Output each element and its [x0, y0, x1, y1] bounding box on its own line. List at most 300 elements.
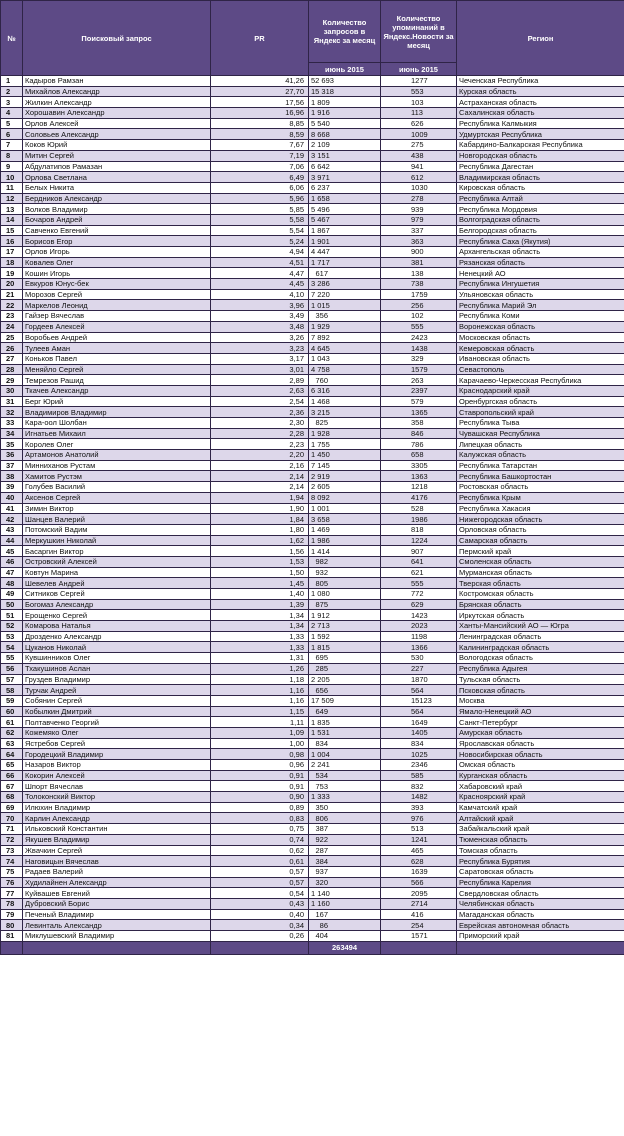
table-row [1, 866, 624, 877]
row-region: Республика Коми [457, 311, 624, 322]
row-news-mentions: 1241 [381, 834, 457, 845]
row-region: Смоленская область [457, 556, 624, 567]
row-number: 80 [1, 920, 23, 931]
row-search-query: Турчак Андрей [23, 685, 211, 696]
row-number: 51 [1, 610, 23, 621]
row-number: 19 [1, 268, 23, 279]
table-row [1, 674, 624, 685]
table-row [1, 610, 624, 621]
row-pr: 5,96 [211, 193, 309, 204]
row-region: Ставропольский край [457, 407, 624, 418]
row-number: 62 [1, 727, 23, 738]
row-number: 78 [1, 898, 23, 909]
row-pr: 8,85 [211, 118, 309, 129]
row-number: 18 [1, 257, 23, 268]
row-yandex-queries: 4 758 [309, 364, 381, 375]
row-region: Амурская область [457, 727, 624, 738]
row-number: 34 [1, 428, 23, 439]
row-pr: 1,80 [211, 524, 309, 535]
table-row [1, 685, 624, 696]
row-search-query: Кошин Игорь [23, 268, 211, 279]
row-yandex-queries: 1 929 [309, 321, 381, 332]
table-row [1, 492, 624, 503]
row-region: Севастополь [457, 364, 624, 375]
table-row [1, 214, 624, 225]
row-region: Брянская область [457, 599, 624, 610]
row-number: 4 [1, 108, 23, 119]
table-row [1, 514, 624, 525]
table-row [1, 108, 624, 119]
row-pr: 1,18 [211, 674, 309, 685]
table-row [1, 856, 624, 867]
row-search-query: Кобылкин Дмитрий [23, 706, 211, 717]
row-search-query: Маркелов Леонид [23, 300, 211, 311]
row-yandex-queries: 8 092 [309, 492, 381, 503]
row-region: Новосибирская область [457, 749, 624, 760]
row-number: 5 [1, 118, 23, 129]
row-yandex-queries: 5 496 [309, 204, 381, 215]
row-pr: 1,34 [211, 610, 309, 621]
row-number: 39 [1, 482, 23, 493]
row-news-mentions: 553 [381, 86, 457, 97]
table-row [1, 578, 624, 589]
header-search-query: Поисковый запрос [23, 1, 211, 76]
row-pr: 3,23 [211, 343, 309, 354]
row-number: 22 [1, 300, 23, 311]
row-search-query: Толоконский Виктор [23, 792, 211, 803]
row-pr: 1,33 [211, 631, 309, 642]
table-row [1, 813, 624, 824]
row-region: Кабардино-Балкарская Республика [457, 140, 624, 151]
row-region: Нижегородская область [457, 514, 624, 525]
row-news-mentions: 1009 [381, 129, 457, 140]
row-news-mentions: 1438 [381, 343, 457, 354]
row-pr: 41,26 [211, 76, 309, 87]
row-region: Ульяновская область [457, 289, 624, 300]
row-pr: 0,98 [211, 749, 309, 760]
row-search-query: Кара-оол Шолбан [23, 418, 211, 429]
row-region: Курганская область [457, 770, 624, 781]
row-number: 10 [1, 172, 23, 183]
row-pr: 2,89 [211, 375, 309, 386]
row-search-query: Жилкин Александр [23, 97, 211, 108]
row-region: Иркутская область [457, 610, 624, 621]
row-yandex-queries: 6 237 [309, 182, 381, 193]
row-number: 75 [1, 866, 23, 877]
table-row [1, 556, 624, 567]
row-region: Кемеровская область [457, 343, 624, 354]
table-row [1, 150, 624, 161]
row-search-query: Темрезов Рашид [23, 375, 211, 386]
row-news-mentions: 566 [381, 877, 457, 888]
row-region: Вологодская область [457, 653, 624, 664]
row-pr: 2,20 [211, 450, 309, 461]
row-pr: 1,56 [211, 546, 309, 557]
row-region: Москва [457, 695, 624, 706]
row-pr: 0,26 [211, 931, 309, 942]
row-search-query: Ерощенко Сергей [23, 610, 211, 621]
row-region: Новгородская область [457, 150, 624, 161]
row-news-mentions: 263 [381, 375, 457, 386]
row-yandex-queries: 3 151 [309, 150, 381, 161]
row-region: Камчатский край [457, 802, 624, 813]
row-region: Челябинская область [457, 898, 624, 909]
row-news-mentions: 465 [381, 845, 457, 856]
row-pr: 0,61 [211, 856, 309, 867]
row-number: 56 [1, 663, 23, 674]
row-news-mentions: 738 [381, 279, 457, 290]
row-news-mentions: 358 [381, 418, 457, 429]
row-region: Орловская область [457, 524, 624, 535]
table-row [1, 418, 624, 429]
row-search-query: Якушев Владимир [23, 834, 211, 845]
row-search-query: Меркушкин Николай [23, 535, 211, 546]
row-region: Кировская область [457, 182, 624, 193]
row-yandex-queries: 825 [309, 418, 381, 429]
row-number: 72 [1, 834, 23, 845]
table-row [1, 129, 624, 140]
row-region: Калужская область [457, 450, 624, 461]
row-pr: 6,49 [211, 172, 309, 183]
row-pr: 0,43 [211, 898, 309, 909]
row-number: 38 [1, 471, 23, 482]
row-number: 37 [1, 460, 23, 471]
row-number: 45 [1, 546, 23, 557]
row-yandex-queries: 1 004 [309, 749, 381, 760]
row-region: Тульская область [457, 674, 624, 685]
total-queries: 263494 [309, 941, 381, 954]
row-yandex-queries: 17 509 [309, 695, 381, 706]
row-search-query: Игнатьев Михаил [23, 428, 211, 439]
table-row [1, 161, 624, 172]
row-news-mentions: 1405 [381, 727, 457, 738]
table-row [1, 920, 624, 931]
row-yandex-queries: 2 109 [309, 140, 381, 151]
table-row [1, 931, 624, 942]
row-search-query: Миклушевский Владимир [23, 931, 211, 942]
row-number: 21 [1, 289, 23, 300]
row-news-mentions: 3305 [381, 460, 457, 471]
row-number: 68 [1, 792, 23, 803]
row-search-query: Кокорин Алексей [23, 770, 211, 781]
table-row [1, 877, 624, 888]
row-pr: 0,40 [211, 909, 309, 920]
row-number: 60 [1, 706, 23, 717]
row-pr: 3,01 [211, 364, 309, 375]
row-yandex-queries: 1 755 [309, 439, 381, 450]
row-number: 8 [1, 150, 23, 161]
row-number: 69 [1, 802, 23, 813]
row-pr: 4,51 [211, 257, 309, 268]
row-news-mentions: 2423 [381, 332, 457, 343]
row-search-query: Орлов Алексей [23, 118, 211, 129]
row-news-mentions: 629 [381, 599, 457, 610]
row-pr: 5,54 [211, 225, 309, 236]
row-yandex-queries: 875 [309, 599, 381, 610]
table-row [1, 407, 624, 418]
header-pr: PR [211, 1, 309, 76]
row-pr: 3,48 [211, 321, 309, 332]
row-pr: 1,53 [211, 556, 309, 567]
row-yandex-queries: 1 450 [309, 450, 381, 461]
row-pr: 6,06 [211, 182, 309, 193]
row-news-mentions: 786 [381, 439, 457, 450]
row-region: Оренбургская область [457, 396, 624, 407]
row-search-query: Гордеев Алексей [23, 321, 211, 332]
row-news-mentions: 381 [381, 257, 457, 268]
row-search-query: Полтавченко Георгий [23, 717, 211, 728]
table-header [1, 1, 624, 76]
row-yandex-queries: 6 642 [309, 161, 381, 172]
row-search-query: Бердников Александр [23, 193, 211, 204]
row-search-query: Городецкий Владимир [23, 749, 211, 760]
row-number: 81 [1, 931, 23, 942]
row-number: 70 [1, 813, 23, 824]
table-row [1, 193, 624, 204]
row-yandex-queries: 1 916 [309, 108, 381, 119]
row-region: Приморский край [457, 931, 624, 942]
row-search-query: Орлов Игорь [23, 247, 211, 258]
row-news-mentions: 138 [381, 268, 457, 279]
row-news-mentions: 113 [381, 108, 457, 119]
row-news-mentions: 907 [381, 546, 457, 557]
row-yandex-queries: 1 043 [309, 353, 381, 364]
row-region: Тверская область [457, 578, 624, 589]
row-region: Еврейская автономная область [457, 920, 624, 931]
row-number: 42 [1, 514, 23, 525]
row-search-query: Жвачкин Сергей [23, 845, 211, 856]
footer-empty-cell [381, 941, 457, 954]
row-yandex-queries: 1 986 [309, 535, 381, 546]
row-pr: 3,96 [211, 300, 309, 311]
row-region: Костромская область [457, 589, 624, 600]
row-yandex-queries: 387 [309, 824, 381, 835]
row-yandex-queries: 7 892 [309, 332, 381, 343]
row-yandex-queries: 86 [309, 920, 381, 931]
row-yandex-queries: 3 658 [309, 514, 381, 525]
table-row [1, 76, 624, 87]
row-pr: 2,30 [211, 418, 309, 429]
row-yandex-queries: 1 912 [309, 610, 381, 621]
row-yandex-queries: 52 693 [309, 76, 381, 87]
row-region: Чувашская Республика [457, 428, 624, 439]
row-region: Санкт-Петербург [457, 717, 624, 728]
row-region: Забайкальский край [457, 824, 624, 835]
row-pr: 7,67 [211, 140, 309, 151]
row-yandex-queries: 4 447 [309, 247, 381, 258]
row-search-query: Савченко Евгений [23, 225, 211, 236]
row-number: 63 [1, 738, 23, 749]
row-pr: 17,56 [211, 97, 309, 108]
row-yandex-queries: 8 668 [309, 129, 381, 140]
row-search-query: Куйвашев Евгений [23, 888, 211, 899]
row-number: 48 [1, 578, 23, 589]
row-region: Волгоградская область [457, 214, 624, 225]
row-search-query: Кувшинников Олег [23, 653, 211, 664]
row-news-mentions: 2023 [381, 621, 457, 632]
row-search-query: Ильковский Константин [23, 824, 211, 835]
row-search-query: Хорошавин Александр [23, 108, 211, 119]
row-region: Саратовская область [457, 866, 624, 877]
table-row [1, 642, 624, 653]
row-search-query: Богомаз Александр [23, 599, 211, 610]
row-yandex-queries: 285 [309, 663, 381, 674]
row-number: 66 [1, 770, 23, 781]
table-row [1, 631, 624, 642]
row-yandex-queries: 3 215 [309, 407, 381, 418]
row-yandex-queries: 1 835 [309, 717, 381, 728]
row-pr: 3,17 [211, 353, 309, 364]
row-news-mentions: 528 [381, 503, 457, 514]
header-region: Регион [457, 1, 624, 76]
table-row [1, 182, 624, 193]
row-yandex-queries: 534 [309, 770, 381, 781]
row-yandex-queries: 656 [309, 685, 381, 696]
row-pr: 0,74 [211, 834, 309, 845]
row-number: 31 [1, 396, 23, 407]
row-news-mentions: 254 [381, 920, 457, 931]
table-row [1, 172, 624, 183]
row-news-mentions: 4176 [381, 492, 457, 503]
table-footer [1, 941, 624, 954]
row-news-mentions: 832 [381, 781, 457, 792]
row-news-mentions: 1870 [381, 674, 457, 685]
row-yandex-queries: 1 469 [309, 524, 381, 535]
footer-empty-cell [23, 941, 211, 954]
row-region: Ямало-Ненецкий АО [457, 706, 624, 717]
row-region: Красноярский край [457, 792, 624, 803]
row-number: 20 [1, 279, 23, 290]
table-row [1, 824, 624, 835]
header-news-mentions: Количество упоминаний в Яндекс.Новости за месяц [381, 1, 457, 63]
row-news-mentions: 846 [381, 428, 457, 439]
row-yandex-queries: 356 [309, 311, 381, 322]
row-news-mentions: 513 [381, 824, 457, 835]
table-row [1, 375, 624, 386]
table-row [1, 385, 624, 396]
row-search-query: Ткачев Александр [23, 385, 211, 396]
row-number: 11 [1, 182, 23, 193]
row-search-query: Белых Никита [23, 182, 211, 193]
row-number: 13 [1, 204, 23, 215]
footer-empty-cell [1, 941, 23, 954]
row-yandex-queries: 1 809 [309, 97, 381, 108]
row-pr: 1,09 [211, 727, 309, 738]
row-number: 35 [1, 439, 23, 450]
row-number: 3 [1, 97, 23, 108]
table-row [1, 97, 624, 108]
row-region: Томская область [457, 845, 624, 856]
row-pr: 4,94 [211, 247, 309, 258]
table-row [1, 396, 624, 407]
row-region: Тюменская область [457, 834, 624, 845]
row-region: Республика Ингушетия [457, 279, 624, 290]
row-region: Республика Мордовия [457, 204, 624, 215]
row-pr: 2,54 [211, 396, 309, 407]
row-news-mentions: 1579 [381, 364, 457, 375]
row-search-query: Назаров Виктор [23, 760, 211, 771]
row-news-mentions: 628 [381, 856, 457, 867]
table-row [1, 140, 624, 151]
row-news-mentions: 227 [381, 663, 457, 674]
row-pr: 0,83 [211, 813, 309, 824]
row-search-query: Островский Алексей [23, 556, 211, 567]
row-region: Республика Башкортостан [457, 471, 624, 482]
row-pr: 3,26 [211, 332, 309, 343]
row-number: 33 [1, 418, 23, 429]
row-number: 74 [1, 856, 23, 867]
row-pr: 1,84 [211, 514, 309, 525]
row-pr: 7,06 [211, 161, 309, 172]
row-yandex-queries: 922 [309, 834, 381, 845]
row-pr: 2,16 [211, 460, 309, 471]
row-region: Республика Карелия [457, 877, 624, 888]
row-news-mentions: 772 [381, 589, 457, 600]
row-number: 79 [1, 909, 23, 920]
row-pr: 1,39 [211, 599, 309, 610]
row-number: 1 [1, 76, 23, 87]
row-pr: 2,63 [211, 385, 309, 396]
table-row [1, 567, 624, 578]
row-region: Республика Бурятия [457, 856, 624, 867]
row-search-query: Ситников Сергей [23, 589, 211, 600]
row-number: 6 [1, 129, 23, 140]
table-row [1, 546, 624, 557]
row-search-query: Зимин Виктор [23, 503, 211, 514]
row-yandex-queries: 805 [309, 578, 381, 589]
row-region: Республика Алтай [457, 193, 624, 204]
row-number: 76 [1, 877, 23, 888]
row-news-mentions: 1482 [381, 792, 457, 803]
row-news-mentions: 564 [381, 706, 457, 717]
table-row [1, 760, 624, 771]
row-number: 29 [1, 375, 23, 386]
row-search-query: Митин Сергей [23, 150, 211, 161]
row-search-query: Наговицын Вячеслав [23, 856, 211, 867]
row-news-mentions: 2714 [381, 898, 457, 909]
row-news-mentions: 626 [381, 118, 457, 129]
row-search-query: Морозов Сергей [23, 289, 211, 300]
row-news-mentions: 1571 [381, 931, 457, 942]
table-row [1, 717, 624, 728]
row-search-query: Шпорт Вячеслав [23, 781, 211, 792]
table-row [1, 888, 624, 899]
row-news-mentions: 1986 [381, 514, 457, 525]
header-period-yandex: июнь 2015 [309, 63, 381, 76]
table-row [1, 781, 624, 792]
row-pr: 2,14 [211, 471, 309, 482]
row-number: 25 [1, 332, 23, 343]
row-number: 15 [1, 225, 23, 236]
row-search-query: Воробьев Андрей [23, 332, 211, 343]
row-pr: 1,62 [211, 535, 309, 546]
row-pr: 2,23 [211, 439, 309, 450]
row-number: 43 [1, 524, 23, 535]
row-yandex-queries: 1 717 [309, 257, 381, 268]
row-pr: 4,47 [211, 268, 309, 279]
row-region: Магаданская область [457, 909, 624, 920]
row-news-mentions: 585 [381, 770, 457, 781]
row-yandex-queries: 649 [309, 706, 381, 717]
row-search-query: Голубев Василий [23, 482, 211, 493]
row-pr: 5,24 [211, 236, 309, 247]
row-region: Карачаево-Черкесская Республика [457, 375, 624, 386]
table-row [1, 653, 624, 664]
row-region: Республика Татарстан [457, 460, 624, 471]
row-region: Краснодарский край [457, 385, 624, 396]
row-search-query: Дубровский Борис [23, 898, 211, 909]
row-number: 27 [1, 353, 23, 364]
